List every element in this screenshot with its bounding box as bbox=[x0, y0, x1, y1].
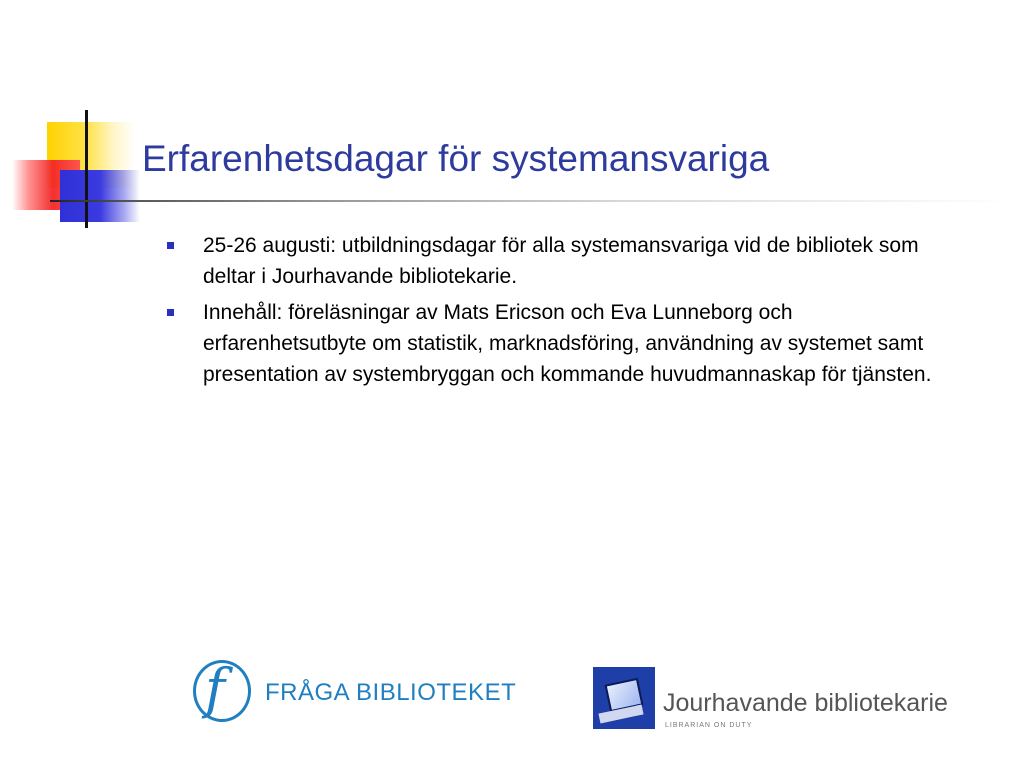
bullet-text: 25-26 augusti: utbildningsdagar för alla systemansvariga vid de bibliotek som deltar i Jourhavande bibliotekarie. bbox=[203, 234, 919, 288]
decor-blue-square bbox=[60, 170, 140, 222]
jourhavande-bibliotekarie-logo bbox=[593, 667, 948, 731]
decor-vertical-line bbox=[85, 110, 88, 228]
bullet-list bbox=[165, 230, 945, 395]
slide-title: Erfarenhetsdagar för systemansvariga bbox=[142, 138, 770, 179]
jourhavande-tagline: LIBRARIAN ON DUTY bbox=[665, 722, 753, 729]
title-underline bbox=[50, 200, 1010, 202]
bullet-text: Innehåll: föreläsningar av Mats Ericson och Eva Lunneborg och erfarenhetsutbyte om statistik, marknadsföring, användning av systemet samt presentation av systembryggan och kommande huvudmannaskap för tjänsten. bbox=[203, 301, 932, 386]
bullet-square-icon bbox=[167, 242, 174, 249]
fraga-biblioteket-logo bbox=[193, 657, 517, 726]
fraga-logo-text: FRÅGA BIBLIOTEKET bbox=[265, 679, 517, 706]
bullet-item bbox=[165, 230, 945, 292]
fraga-f-mark: f bbox=[205, 657, 225, 720]
bullet-square-icon bbox=[167, 309, 174, 316]
bullet-item bbox=[165, 297, 945, 390]
computer-icon bbox=[593, 667, 655, 729]
jourhavande-logo-text: Jourhavande bibliotekarie bbox=[663, 689, 948, 717]
